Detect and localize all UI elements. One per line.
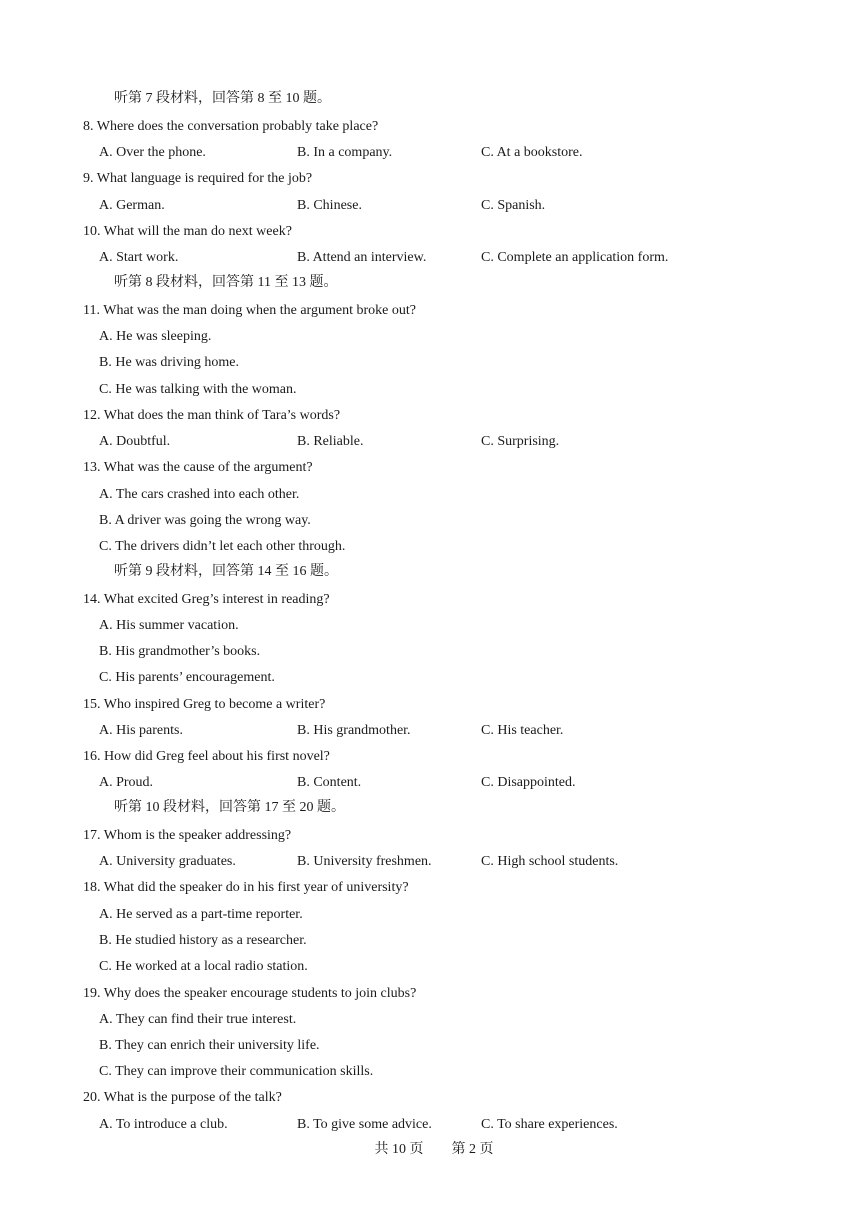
question-12: 12. What does the man think of Tara’s words? <box>83 408 341 423</box>
section-10-instruction: 听第 10 段材料，回答第 17 至 20 题。 <box>114 800 345 815</box>
question-17-options <box>0 852 868 872</box>
question-11-option-a: A. He was sleeping. <box>99 329 212 344</box>
question-20-option-a: A. To introduce a club. <box>99 1117 228 1132</box>
question-19-option-a: A. They can find their true interest. <box>99 1012 297 1027</box>
question-14-option-b: B. His grandmother’s books. <box>99 644 261 659</box>
question-16-option-c: C. Disappointed. <box>481 775 576 790</box>
question-10-option-c: C. Complete an application form. <box>481 250 669 265</box>
question-13-option-c: C. The drivers didn’t let each other through. <box>99 539 346 554</box>
question-13: 13. What was the cause of the argument? <box>83 460 313 475</box>
question-18: 18. What did the speaker do in his first year of university? <box>83 880 409 895</box>
question-9: 9. What language is required for the job? <box>83 171 313 186</box>
question-15-option-b: B. His grandmother. <box>297 723 411 738</box>
section-9-instruction: 听第 9 段材料，回答第 14 至 16 题。 <box>114 564 338 579</box>
question-10-option-b: B. Attend an interview. <box>297 250 427 265</box>
question-8-options <box>0 143 868 163</box>
question-16-option-b: B. Content. <box>297 775 362 790</box>
question-18-option-a: A. He served as a part-time reporter. <box>99 907 303 922</box>
question-8-option-c: C. At a bookstore. <box>481 145 583 160</box>
question-15-option-c: C. His teacher. <box>481 723 564 738</box>
question-20-option-b: B. To give some advice. <box>297 1117 432 1132</box>
question-17-option-a: A. University graduates. <box>99 854 236 869</box>
question-20: 20. What is the purpose of the talk? <box>83 1090 282 1105</box>
question-10: 10. What will the man do next week? <box>83 224 292 239</box>
question-11: 11. What was the man doing when the argument broke out? <box>83 303 416 318</box>
question-14-option-c: C. His parents’ encouragement. <box>99 670 275 685</box>
question-19-option-b: B. They can enrich their university life. <box>99 1038 320 1053</box>
question-17: 17. Whom is the speaker addressing? <box>83 828 292 843</box>
section-8-instruction: 听第 8 段材料，回答第 11 至 13 题。 <box>114 275 338 290</box>
question-12-options <box>0 432 868 452</box>
question-8-option-a: A. Over the phone. <box>99 145 206 160</box>
question-9-option-a: A. German. <box>99 198 165 213</box>
question-17-option-b: B. University freshmen. <box>297 854 432 869</box>
question-13-option-a: A. The cars crashed into each other. <box>99 487 300 502</box>
question-12-option-c: C. Surprising. <box>481 434 560 449</box>
question-13-option-b: B. A driver was going the wrong way. <box>99 513 311 528</box>
question-10-option-a: A. Start work. <box>99 250 179 265</box>
question-9-option-b: B. Chinese. <box>297 198 362 213</box>
question-19-option-c: C. They can improve their communication skills. <box>99 1064 374 1079</box>
question-14: 14. What excited Greg’s interest in reading? <box>83 592 330 607</box>
question-11-option-b: B. He was driving home. <box>99 355 239 370</box>
question-18-option-b: B. He studied history as a researcher. <box>99 933 307 948</box>
question-8-option-b: B. In a company. <box>297 145 393 160</box>
question-16-option-a: A. Proud. <box>99 775 154 790</box>
question-14-option-a: A. His summer vacation. <box>99 618 239 633</box>
question-16-options <box>0 773 868 793</box>
question-20-option-c: C. To share experiences. <box>481 1117 618 1132</box>
section-7-instruction: 听第 7 段材料，回答第 8 至 10 题。 <box>114 91 331 106</box>
question-12-option-b: B. Reliable. <box>297 434 364 449</box>
question-8: 8. Where does the conversation probably take place? <box>83 119 379 134</box>
question-17-option-c: C. High school students. <box>481 854 619 869</box>
question-9-options <box>0 196 868 216</box>
question-11-option-c: C. He was talking with the woman. <box>99 382 297 397</box>
question-9-option-c: C. Spanish. <box>481 198 546 213</box>
question-12-option-a: A. Doubtful. <box>99 434 171 449</box>
question-15: 15. Who inspired Greg to become a writer? <box>83 697 326 712</box>
question-20-options <box>0 1115 868 1135</box>
question-15-options <box>0 721 868 741</box>
page-footer: 共 10 页 第 2 页 <box>374 1142 494 1157</box>
question-18-option-c: C. He worked at a local radio station. <box>99 959 308 974</box>
question-16: 16. How did Greg feel about his first novel? <box>83 749 330 764</box>
question-19: 19. Why does the speaker encourage students to join clubs? <box>83 986 417 1001</box>
question-10-options <box>0 248 868 268</box>
question-15-option-a: A. His parents. <box>99 723 183 738</box>
